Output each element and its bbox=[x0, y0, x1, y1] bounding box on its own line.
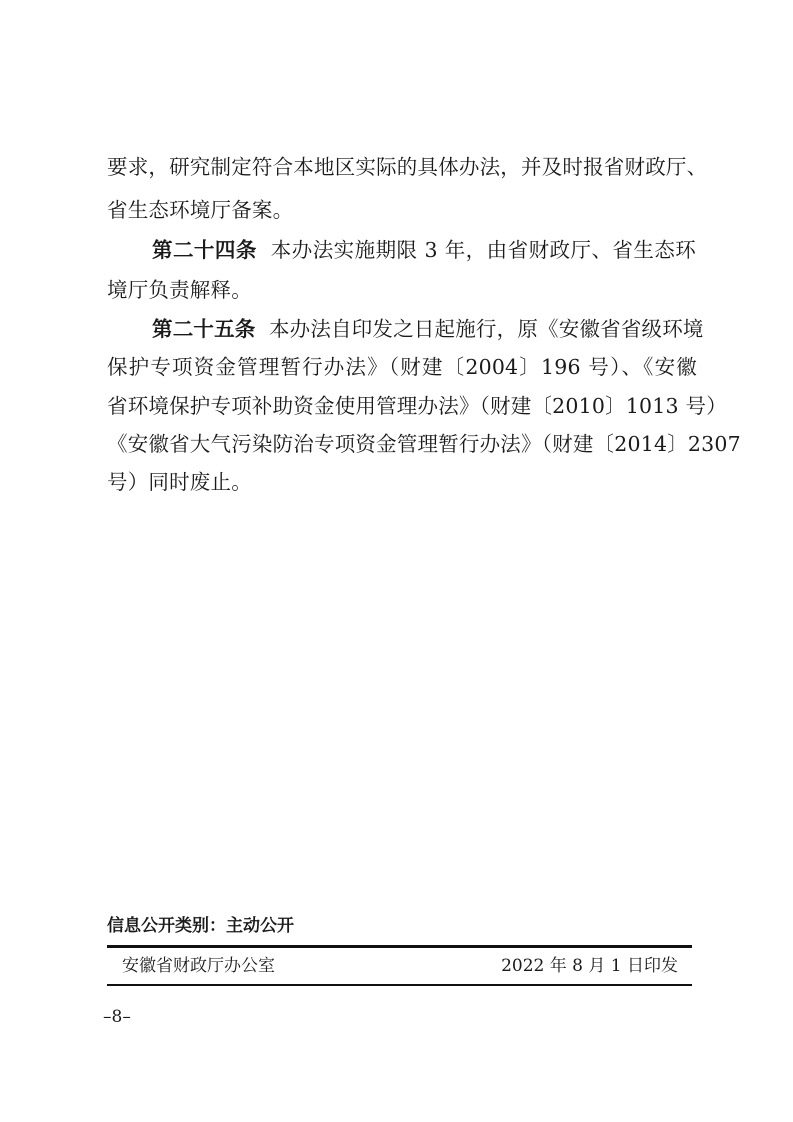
article-24-line bbox=[152, 234, 696, 266]
footer-bottom-rule bbox=[107, 984, 692, 986]
issue-date: 2022 年 8 月 1 日印发 bbox=[501, 956, 678, 976]
body-text-line: 保护专项资金管理暂行办法》（财建〔2004〕196 号）、《安徽 bbox=[107, 355, 697, 379]
body-text-line: 要求，研究制定符合本地区实际的具体办法，并及时报省财政厅、 bbox=[107, 155, 708, 179]
body-text-line: 省环境保护专项补助资金使用管理办法》（财建〔2010〕1013 号） bbox=[107, 394, 727, 418]
body-text-line: 号）同时废止。 bbox=[107, 470, 252, 494]
article-25-text: 本办法自印发之日起施行，原《安徽省省级环境 bbox=[268, 317, 704, 341]
article-25-line bbox=[152, 313, 704, 345]
body-text-line: 境厅负责解释。 bbox=[107, 278, 252, 302]
body-text-line: 《安徽省大气污染防治专项资金管理暂行办法》（财建〔2014〕2307 bbox=[107, 432, 741, 456]
article-24-heading: 第二十四条 bbox=[152, 238, 257, 262]
page-number: –8– bbox=[103, 1007, 131, 1027]
footer-top-rule bbox=[107, 945, 692, 948]
disclosure-category: 信息公开类别：主动公开 bbox=[107, 916, 294, 936]
issuing-office: 安徽省财政厅办公室 bbox=[122, 956, 275, 976]
article-25-heading: 第二十五条 bbox=[152, 317, 256, 341]
body-text-line: 省生态环境厅备案。 bbox=[107, 198, 294, 222]
article-24-text: 本办法实施期限 3 年，由省财政厅、省生态环 bbox=[270, 238, 696, 262]
